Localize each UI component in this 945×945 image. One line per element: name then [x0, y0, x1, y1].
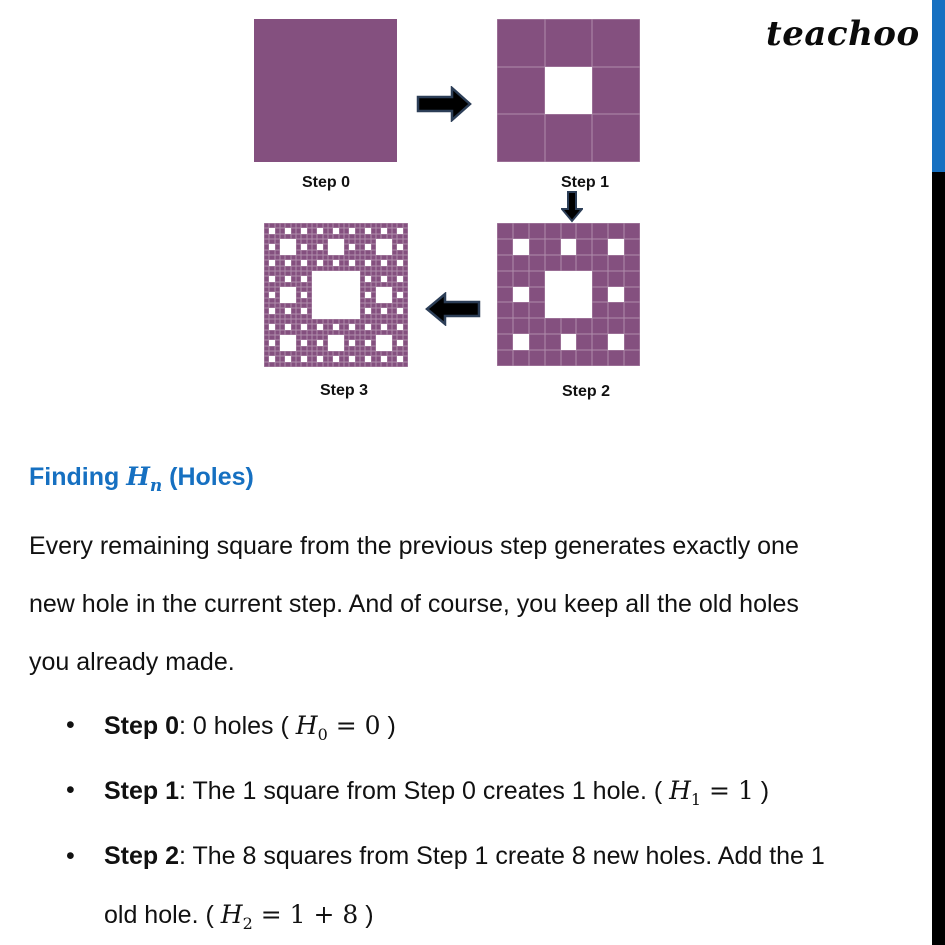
down-arrow-icon: [561, 191, 583, 223]
math-subscript: 2: [242, 914, 253, 933]
heading-prefix: Finding: [29, 463, 127, 491]
math-equation: = 1 + 8: [252, 900, 359, 929]
bullet-text: : The 8 squares from Step 1 create 8 new holes. Add the 1: [179, 842, 825, 870]
math-subscript: 0: [317, 725, 328, 744]
heading-suffix: (Holes): [162, 463, 254, 491]
math-equation: = 1: [701, 776, 754, 805]
math-variable: H: [220, 900, 243, 929]
bullet-close: ): [380, 712, 396, 740]
math-variable: H: [295, 711, 318, 740]
bullet-bold: Step 0: [104, 712, 180, 740]
paragraph-line-2: new hole in the current step. And of course, you keep all the old holes: [29, 590, 799, 618]
right-arrow-icon: [416, 86, 472, 122]
bullet-dot: •: [66, 711, 75, 739]
math-variable: H: [669, 776, 691, 805]
step-1-label: Step 1: [560, 174, 609, 191]
step-1-carpet: [497, 19, 640, 162]
step-0-square: [254, 19, 397, 162]
bullet-bold: Step 1: [104, 777, 180, 805]
paragraph-line-3: you already made.: [29, 648, 235, 676]
bullet-text: : 0 holes (: [179, 712, 296, 740]
section-heading: [29, 462, 254, 496]
scrollbar-track[interactable]: [932, 172, 945, 945]
math-subscript: 1: [690, 790, 702, 809]
bullet-close: ): [753, 777, 770, 805]
step-2-label: Step 2: [561, 383, 610, 400]
scrollbar-thumb[interactable]: [932, 0, 945, 172]
math-equation: = 0: [327, 711, 381, 740]
step-0-label: Step 0: [301, 174, 350, 191]
bullet-bold: Step 2: [104, 842, 180, 870]
teachoo-logo: teachoo: [766, 14, 920, 54]
bullet-close: ): [358, 901, 374, 929]
paragraph-line-1: Every remaining square from the previous step generates exactly one: [29, 532, 799, 560]
heading-subscript: n: [149, 476, 163, 496]
step-2-carpet: [497, 223, 640, 366]
heading-variable: H: [126, 462, 150, 491]
bullet-text: old hole. (: [104, 901, 221, 929]
step-3-carpet: [264, 223, 408, 367]
left-arrow-icon: [425, 292, 481, 326]
bullet-dot: •: [66, 776, 75, 804]
bullet-text: : The 1 square from Step 0 creates 1 hole. (: [179, 777, 670, 805]
step-3-label: Step 3: [319, 382, 368, 399]
bullet-dot: •: [66, 842, 75, 870]
